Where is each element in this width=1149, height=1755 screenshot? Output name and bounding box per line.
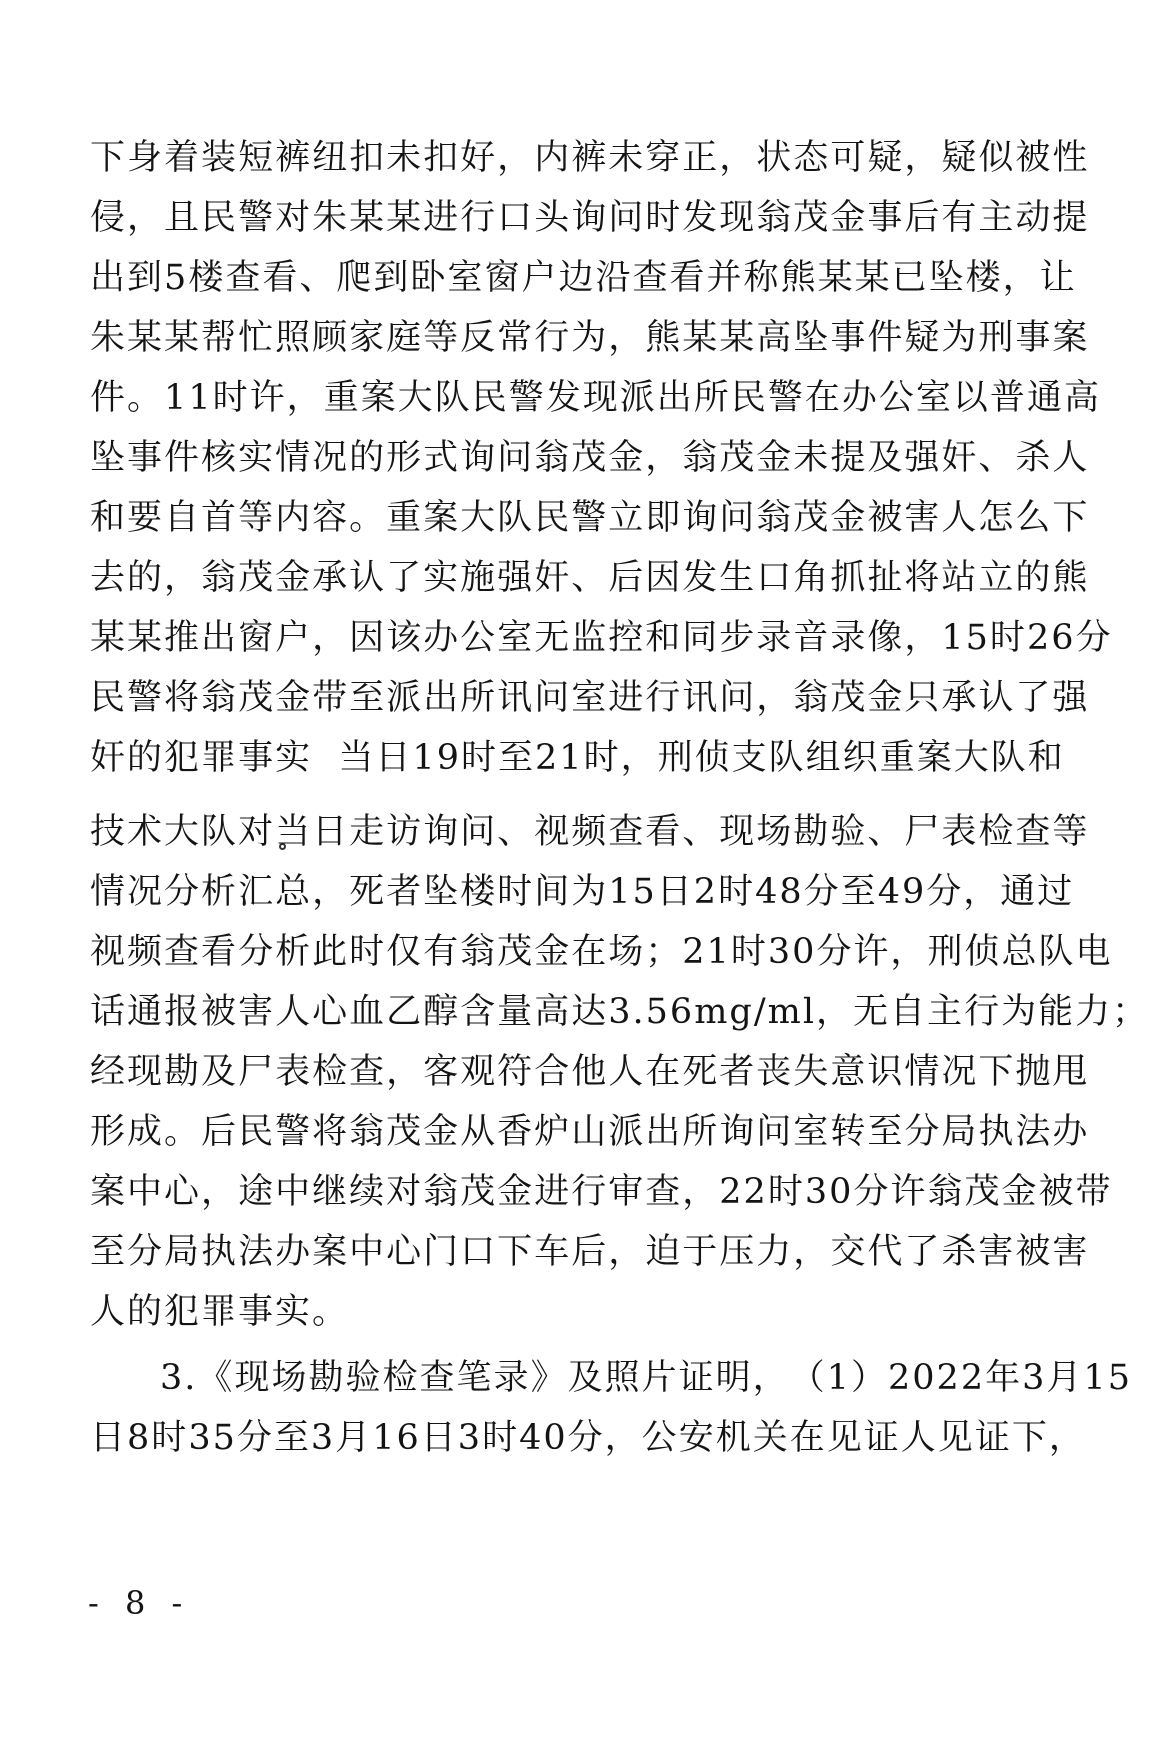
text-line-19: 至 分 局 执 法 办 案 中 心 门 口 下 车 后 ， 迫 于 压 力 ， 交 代 了 杀 害 被 害	[90, 1232, 1090, 1272]
text-line-14: 视 频 查 看 分 析 此 时 仅 有 翁 茂 金 在 场 ； 2 1 时 3 0 分 许 ， 刑 侦 总 队 电	[90, 932, 1113, 972]
text-line-13: 情 况 分 析 汇 总 ， 死 者 坠 楼 时 间 为 1 5 日 2 时 4 8 分 至 4 9 分 ， 通 过	[90, 872, 1075, 912]
text-line-18: 案 中 心 ， 途 中 继 续 对 翁 茂 金 进 行 审 查 ， 2 2 时 3 0 分 许 翁 茂 金 被 带	[90, 1172, 1113, 1212]
text-line-10: 民 警 将 翁 茂 金 带 至 派 出 所 讯 问 室 进 行 讯 问 ， 翁 茂 金 只 承 认 了 强	[90, 678, 1090, 718]
text-line-5: 件 。 1 1 时 许 ， 重 案 大 队 民 警 发 现 派 出 所 民 警 在 办 公 室 以 普 通 高	[90, 378, 1101, 418]
text-line-12: 技 术 大 队 对 当 日 走 访 询 问 、 视 频 查 看 、 现 场 勘 验 、 尸 表 检 查 等	[90, 812, 1090, 852]
text-line-17: 形 成 。 后 民 警 将 翁 茂 金 从 香 炉 山 派 出 所 询 问 室 转 至 分 局 执 法 办	[90, 1112, 1090, 1152]
text-line-22: 日 8 时 3 5 分 至 3 月 1 6 日 3 时 4 0 分 ， 公 安 机 关 在 见 证 人 见 证 下 ，	[90, 1418, 1086, 1458]
page-number: - 8 -	[88, 1584, 191, 1622]
text-line-2: 侵 ， 且 民 警 对 朱 某 某 进 行 口 头 询 问 时 发 现 翁 茂 金 事 后 有 主 动 提	[90, 198, 1090, 238]
text-line-11: 奸 的 犯 罪 事 实 当 日 1 9 时 至 2 1 时 ， 刑 侦 支 队 组 织 重 案 大 队 和	[90, 738, 1065, 778]
text-line-8: 去 的 ， 翁 茂 金 承 认 了 实 施 强 奸 、 后 因 发 生 口 角 抓 扯 将 站 立 的 熊	[90, 558, 1090, 598]
text-line-4: 朱 某 某 帮 忙 照 顾 家 庭 等 反 常 行 为 ， 熊 某 某 高 坠 事 件 疑 为 刑 事 案	[90, 318, 1090, 358]
text-line-21: 3 . 《 现 场 勘 验 检 查 笔 录 》 及 照 片 证 明 ， （ 1 ） 2 0 2 2 年 3 月 1 5	[160, 1358, 1132, 1398]
text-line-3: 出 到 5 楼 查 看 、 爬 到 卧 室 窗 户 边 沿 查 看 并 称 熊 某 某 已 坠 楼 ， 让	[90, 258, 1077, 298]
text-line-9: 某 某 推 出 窗 户 ， 因 该 办 公 室 无 监 控 和 同 步 录 音 录 像 ， 1 5 时 2 6 分	[90, 618, 1113, 658]
text-line-7: 和 要 自 首 等 内 容 。 重 案 大 队 民 警 立 即 询 问 翁 茂 金 被 害 人 怎 么 下	[90, 498, 1090, 538]
text-line-6: 坠 事 件 核 实 情 况 的 形 式 询 问 翁 茂 金 ， 翁 茂 金 未 提 及 强 奸 、 杀 人	[90, 438, 1090, 478]
text-line-1: 下 身 着 装 短 裤 纽 扣 未 扣 好 ， 内 裤 未 穿 正 ， 状 态 可 疑 ， 疑 似 被 性	[90, 138, 1090, 178]
text-line-15: 话 通 报 被 害 人 心 血 乙 醇 含 量 高 达 3 . 5 6 m g / m l ， 无 自 主 行 为 能 力 ；	[90, 992, 1149, 1032]
text-line-16: 经 现 勘 及 尸 表 检 查 ， 客 观 符 合 他 人 在 死 者 丧 失 意 识 情 况 下 抛 甩	[90, 1052, 1090, 1092]
text-line-20: 人的犯罪事实。	[90, 1292, 350, 1332]
